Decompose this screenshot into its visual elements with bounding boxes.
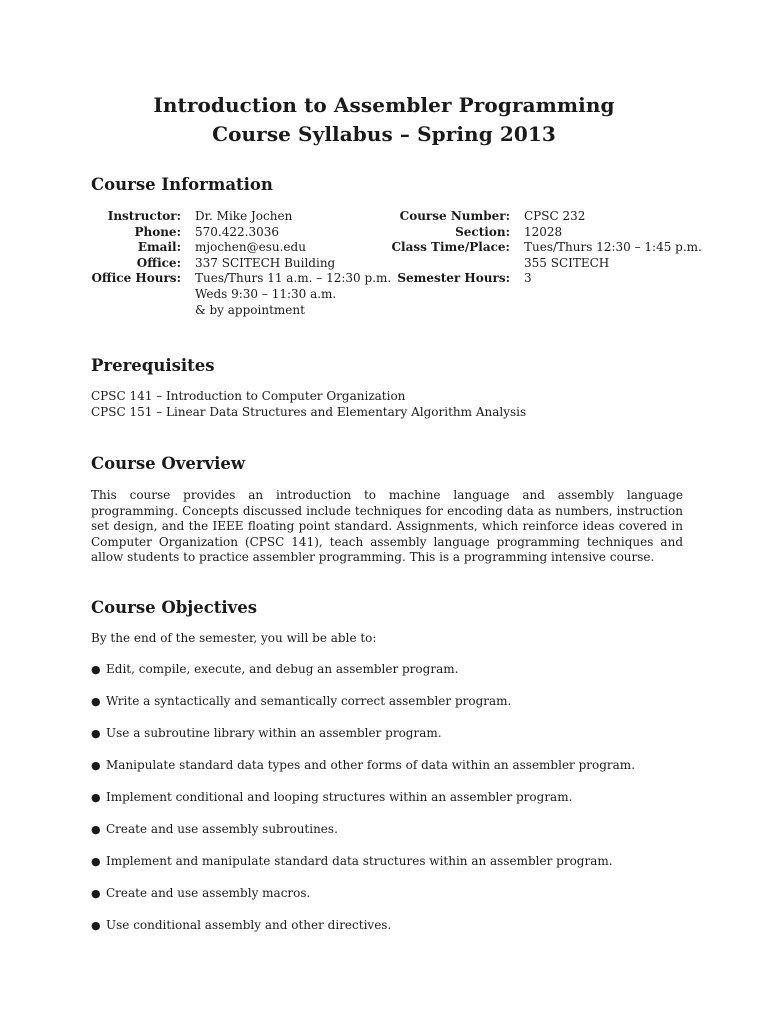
objective-text: Manipulate standard data types and other forms of data within an assembler program. [106, 758, 636, 772]
semester-hours-value: 3 [524, 271, 532, 286]
list-item [91, 918, 391, 934]
objective-text: Use conditional assembly and other directives. [106, 918, 392, 932]
instructor-label: Instructor: [107, 209, 181, 223]
list-item [91, 662, 458, 678]
objectives-intro: By the end of the semester, you will be able to: [91, 631, 377, 645]
course-number-value: CPSC 232 [524, 209, 586, 223]
course-overview-paragraph: This course provides an introduction to machine language and assembly language programming. Concepts discussed include techniques for encoding data as numbers, instruction set design, and the IEEE floating point standard. Assignments, which reinforce ideas covered in Computer Organization (CPSC 141), teach assembly language programming techniques and allow students to practice assembler programming. This is a programming intensive course. [91, 488, 683, 565]
course-objectives-heading: Course Objectives [91, 598, 258, 617]
office-hours-label: Office Hours: [91, 271, 181, 286]
list-item [91, 854, 613, 870]
list-item [91, 790, 572, 806]
class-time-value: Tues/Thurs 12:30 – 1:45 p.m. [524, 240, 702, 255]
bullet-icon: ● [91, 695, 101, 708]
objective-text: Create and use assembly macros. [106, 886, 311, 900]
bullet-icon: ● [91, 823, 101, 836]
email-value: mjochen@esu.edu [195, 240, 306, 255]
bullet-icon: ● [91, 759, 101, 772]
class-place-value: 355 SCITECH [524, 255, 610, 270]
instructor-value: Dr. Mike Jochen [195, 209, 293, 223]
bullet-icon: ● [91, 919, 101, 932]
course-information-heading: Course Information [91, 175, 273, 194]
objective-text: Create and use assembly subroutines. [106, 822, 338, 836]
list-item [91, 726, 442, 742]
semester-hours-label: Semester Hours: [397, 271, 510, 286]
section-label: Section: [455, 224, 510, 239]
objective-text: Edit, compile, execute, and debug an assembler program. [106, 662, 459, 676]
list-item [91, 886, 310, 902]
office-label: Office: [136, 255, 181, 270]
bullet-icon: ● [91, 727, 101, 740]
objective-text: Use a subroutine library within an assembler program. [106, 726, 442, 740]
bullet-icon: ● [91, 855, 101, 868]
prerequisite-item: CPSC 141 – Introduction to Computer Organization [91, 389, 406, 403]
phone-label: Phone: [134, 224, 181, 239]
email-label: Email: [137, 240, 181, 255]
office-hours-value-1: Tues/Thurs 11 a.m. – 12:30 p.m. [195, 271, 392, 286]
office-value: 337 SCITECH Building [195, 255, 336, 270]
office-hours-value-3: & by appointment [195, 302, 305, 317]
bullet-icon: ● [91, 663, 101, 676]
objective-text: Write a syntactically and semantically correct assembler program. [106, 694, 512, 708]
bullet-icon: ● [91, 887, 101, 900]
list-item [91, 758, 635, 774]
section-value: 12028 [524, 224, 563, 239]
phone-value: 570.422.3036 [195, 224, 279, 239]
list-item [91, 822, 338, 838]
course-overview-heading: Course Overview [91, 454, 246, 473]
prerequisites-heading: Prerequisites [91, 356, 215, 375]
objective-text: Implement conditional and looping structures within an assembler program. [106, 790, 573, 804]
class-time-place-label: Class Time/Place: [391, 240, 510, 255]
prerequisite-item: CPSC 151 – Linear Data Structures and Elementary Algorithm Analysis [91, 404, 527, 419]
list-item [91, 694, 511, 710]
document-title-line1: Introduction to Assembler Programming [153, 93, 615, 117]
office-hours-value-2: Weds 9:30 – 11:30 a.m. [195, 287, 337, 301]
objective-text: Implement and manipulate standard data structures within an assembler program. [106, 854, 613, 868]
bullet-icon: ● [91, 791, 101, 804]
course-number-label: Course Number: [399, 209, 510, 223]
document-title-line2: Course Syllabus – Spring 2013 [212, 122, 556, 146]
